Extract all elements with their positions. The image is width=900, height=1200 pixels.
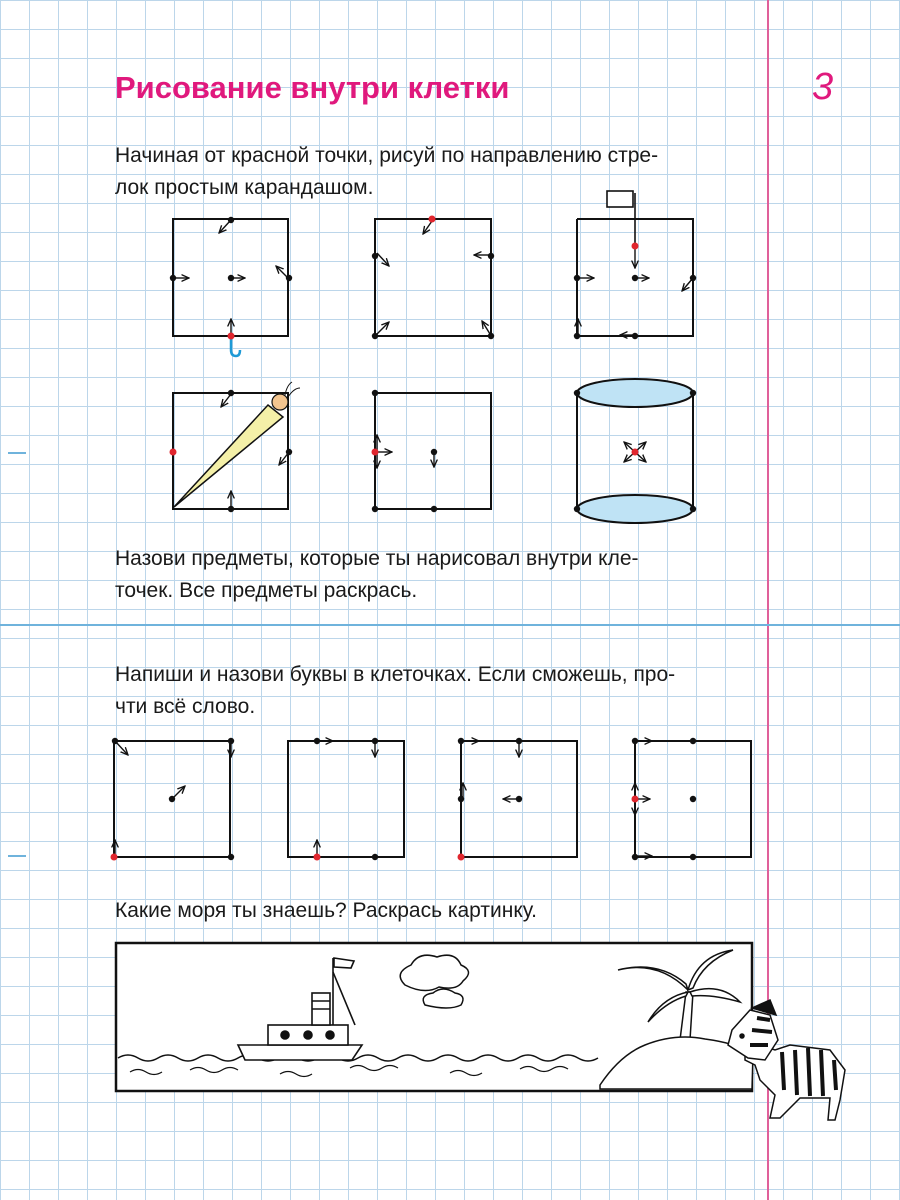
name-instruction-line-1: Назови предметы, которые ты нарисовал внутри кле-	[115, 547, 639, 570]
zebra-icon	[728, 1000, 845, 1120]
page-title: Рисование внутри клетки	[115, 70, 510, 105]
letters-instruction-line-1: Напиши и назови буквы в клеточках. Если сможешь, про-	[115, 663, 676, 686]
letters-instruction-line-2: чти всё слово.	[115, 695, 256, 718]
draw-instruction-line-1: Начиная от красной точки, рисуй по направлению стре-	[115, 144, 659, 167]
name-instruction-line-2: точек. Все предметы раскрась.	[115, 579, 418, 602]
exercise-cell	[375, 219, 491, 336]
pencil-icon	[174, 382, 300, 507]
page-number: 3	[812, 66, 834, 108]
seas-question-text: Какие моря ты знаешь? Раскрась картинку.	[115, 899, 537, 922]
letter-cell	[288, 741, 404, 857]
sea-picture	[116, 943, 753, 1091]
draw-instruction-line-2: лок простым карандашом.	[115, 176, 374, 199]
